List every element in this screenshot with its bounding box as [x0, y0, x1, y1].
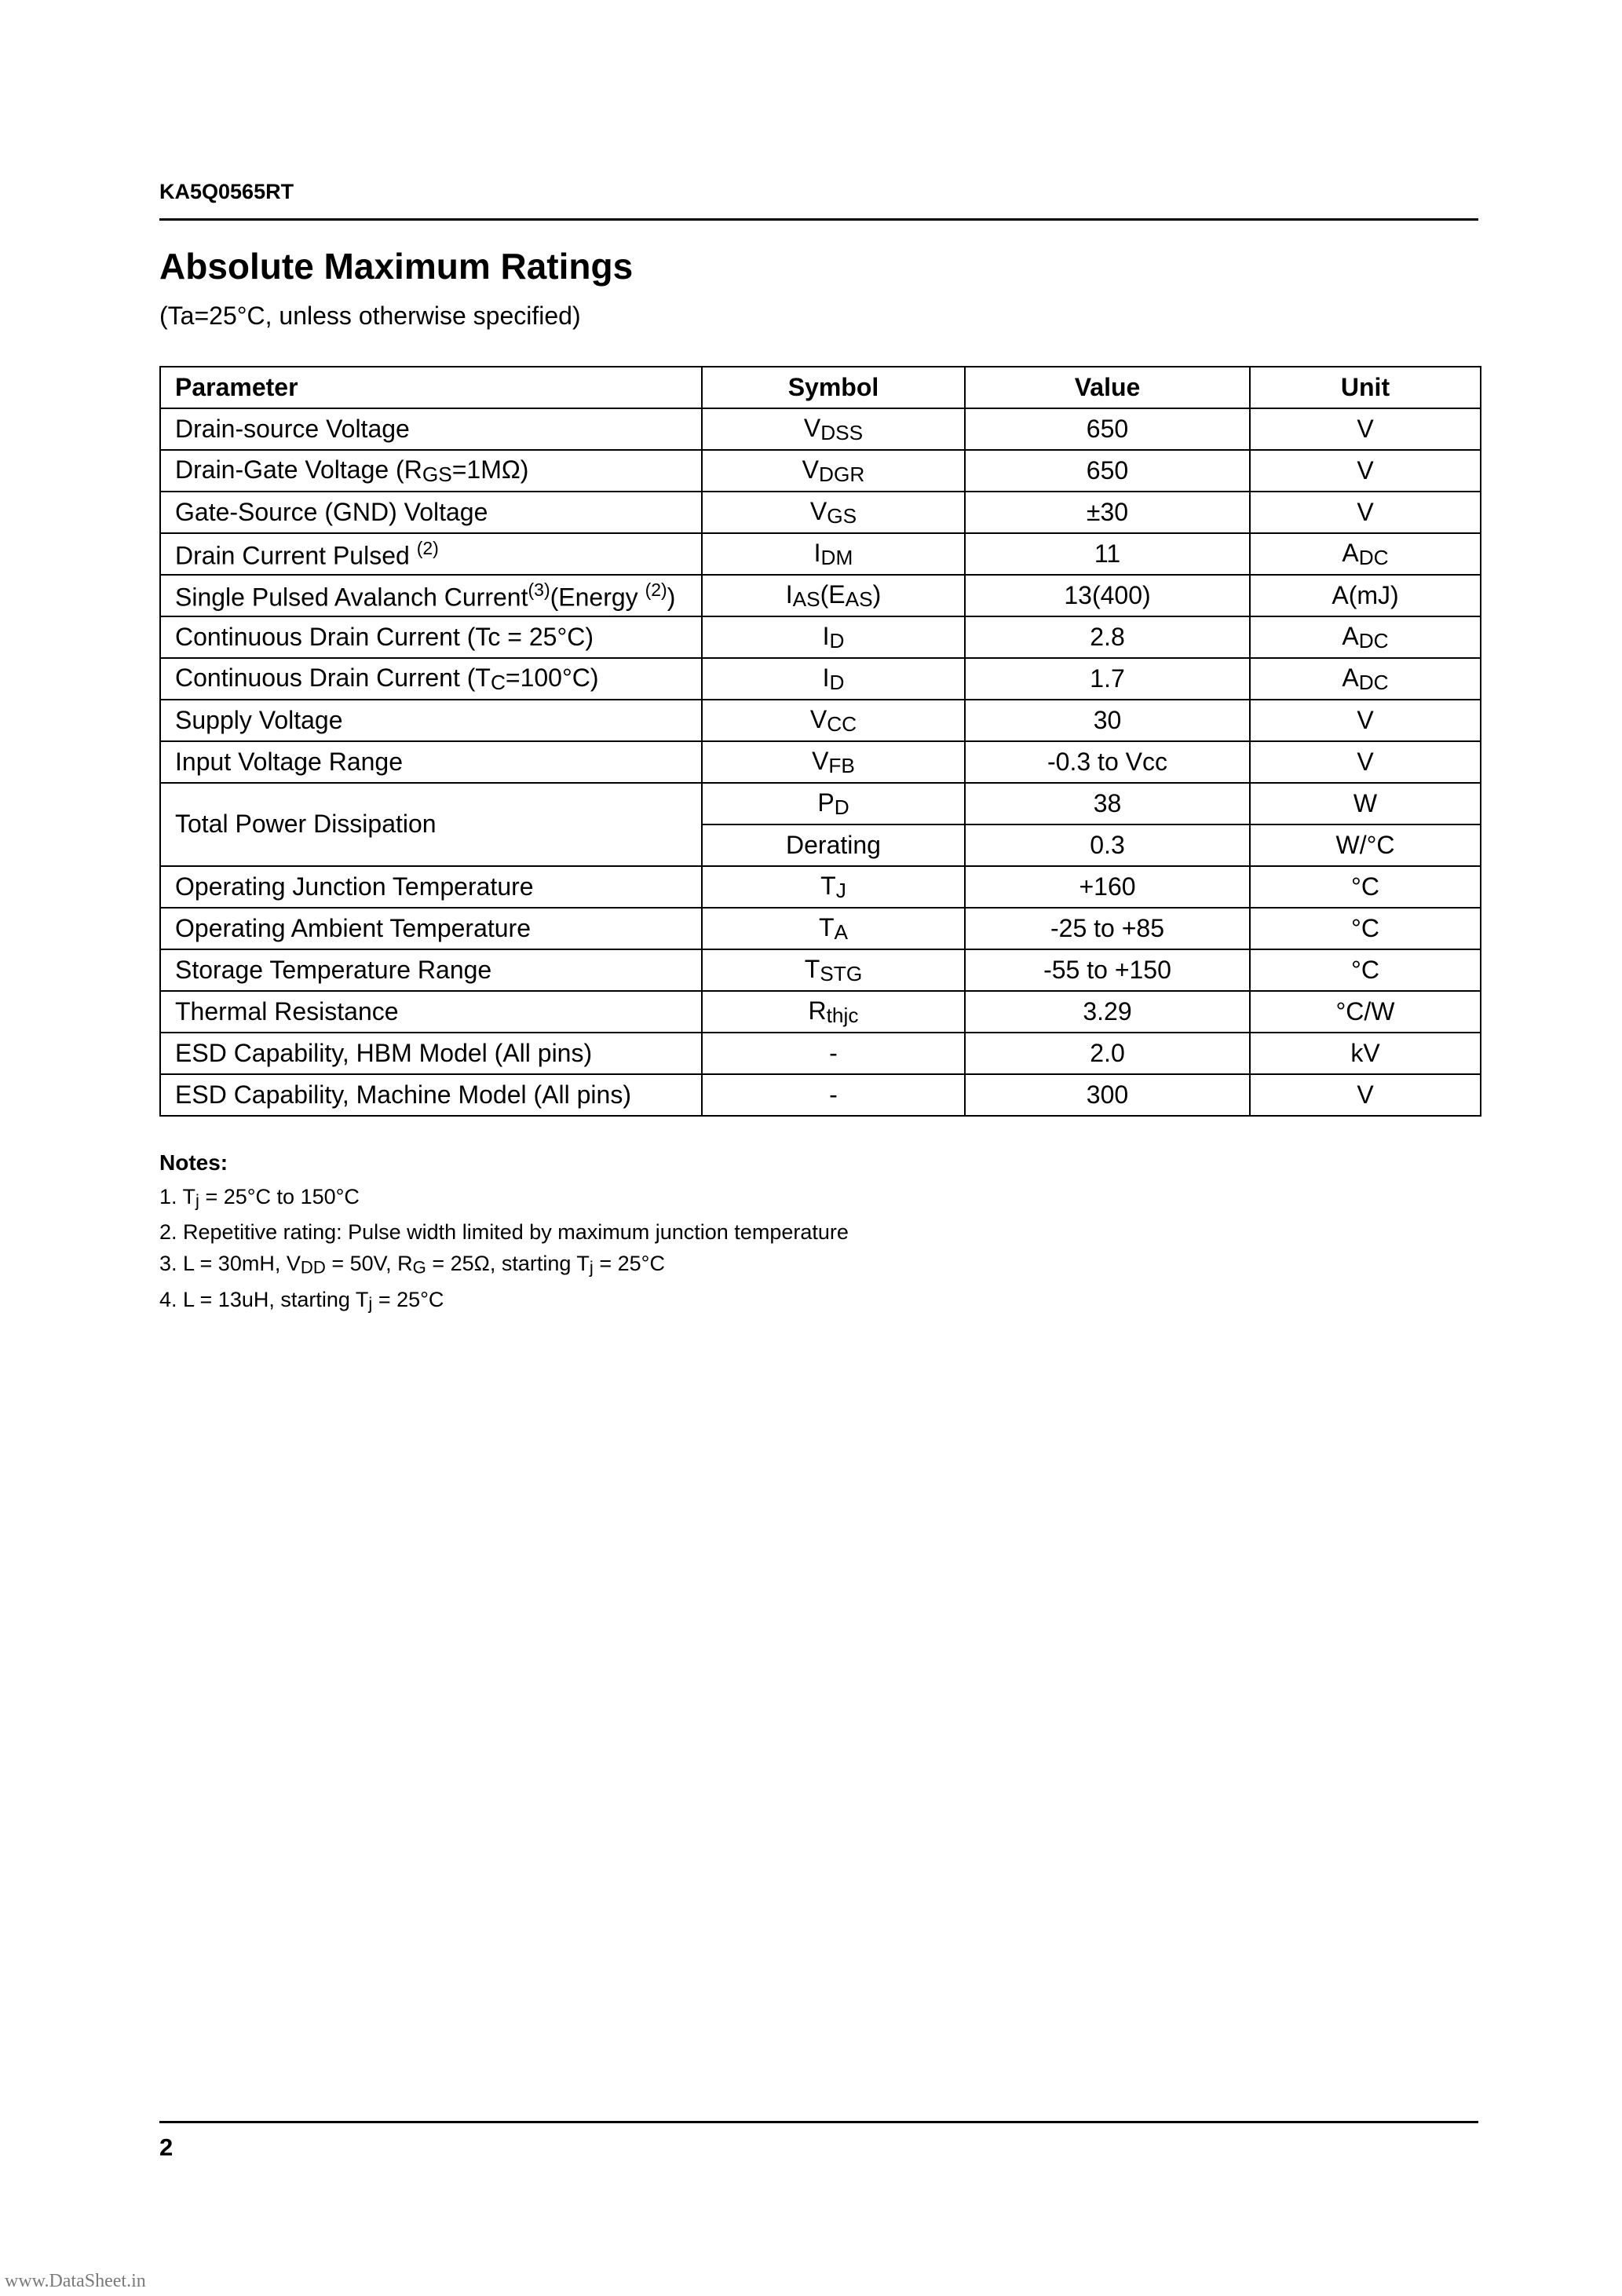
- subscript: D: [834, 795, 849, 819]
- text-segment: = 25°C: [593, 1252, 665, 1276]
- cell-symbol: [702, 866, 965, 908]
- notes-list: [159, 1181, 849, 1319]
- note-item: [159, 1216, 849, 1248]
- text-segment: Continuous Drain Current (Tc = 25°C): [175, 622, 594, 651]
- table-row: [160, 533, 1481, 575]
- text-segment: °C: [1351, 872, 1379, 901]
- cell-parameter: [160, 908, 702, 949]
- text-segment: Total Power Dissipation: [175, 810, 437, 839]
- text-segment: Input Voltage Range: [175, 747, 404, 776]
- column-header-symbol: Symbol: [702, 367, 965, 408]
- text-segment: A: [1342, 538, 1359, 567]
- cell-unit: [1250, 700, 1481, 741]
- cell-unit: [1250, 492, 1481, 533]
- subscript: j: [368, 1292, 373, 1313]
- subscript: CC: [827, 711, 857, 736]
- cell-parameter: [160, 575, 702, 616]
- subscript: GS: [422, 462, 452, 486]
- text-segment: ): [872, 579, 882, 609]
- superscript: (2): [416, 537, 439, 558]
- cell-value: 2.8: [965, 616, 1250, 658]
- text-segment: T: [804, 954, 820, 983]
- text-segment: (E: [820, 579, 846, 609]
- header-divider: [159, 218, 1478, 221]
- text-segment: Operating Ambient Temperature: [175, 913, 531, 942]
- text-segment: kV: [1350, 1038, 1380, 1067]
- text-segment: -: [829, 1080, 838, 1109]
- text-segment: I: [813, 538, 821, 567]
- column-header-unit: Unit: [1250, 367, 1481, 408]
- text-segment: Gate-Source (GND) Voltage: [175, 497, 488, 526]
- text-segment: = 50V, R: [325, 1252, 413, 1276]
- cell-parameter: [160, 616, 702, 658]
- subscript: AS: [845, 587, 873, 611]
- cell-parameter: [160, 658, 702, 700]
- text-segment: ): [667, 583, 676, 612]
- cell-parameter: [160, 408, 702, 450]
- text-segment: V: [1357, 1080, 1374, 1109]
- text-segment: T: [820, 871, 836, 900]
- text-segment: 2. Repetitive rating: Pulse width limited by maximum junction temperature: [159, 1220, 849, 1245]
- table-body: [160, 408, 1481, 1116]
- subscript: GS: [827, 503, 857, 528]
- subscript: DD: [300, 1257, 326, 1278]
- cell-parameter: [160, 700, 702, 741]
- text-segment: Supply Voltage: [175, 705, 343, 734]
- table-row: [160, 616, 1481, 658]
- cell-parameter: [160, 1074, 702, 1116]
- cell-symbol: [702, 824, 965, 866]
- cell-symbol: [702, 492, 965, 533]
- subscript: A: [834, 919, 849, 944]
- text-segment: = 25°C: [372, 1287, 444, 1311]
- cell-unit: [1250, 616, 1481, 658]
- text-segment: (Energy: [550, 583, 645, 612]
- text-segment: V: [1357, 455, 1374, 484]
- text-segment: = 25Ω, starting T: [426, 1252, 590, 1276]
- table-row: [160, 783, 1481, 824]
- cell-unit: [1250, 1033, 1481, 1074]
- cell-value: 0.3: [965, 824, 1250, 866]
- cell-parameter: [160, 533, 702, 575]
- text-segment: °C/W: [1335, 996, 1395, 1026]
- table-row: [160, 408, 1481, 450]
- cell-parameter: [160, 492, 702, 533]
- text-segment: =1MΩ): [451, 455, 529, 484]
- text-segment: -: [829, 1038, 838, 1067]
- cell-unit: [1250, 1074, 1481, 1116]
- table-row: [160, 658, 1481, 700]
- text-segment: I: [822, 663, 830, 692]
- cell-unit: [1250, 949, 1481, 991]
- subscript: j: [195, 1190, 199, 1211]
- superscript: (3): [528, 579, 550, 600]
- subscript: D: [829, 628, 845, 653]
- subscript: DC: [1358, 670, 1389, 694]
- text-segment: Single Pulsed Avalanch Current: [175, 583, 528, 612]
- subscript: J: [835, 878, 846, 902]
- cell-value: 3.29: [965, 991, 1250, 1033]
- text-segment: Operating Junction Temperature: [175, 872, 534, 901]
- subscript: DGR: [819, 462, 865, 486]
- cell-symbol: [702, 575, 965, 616]
- text-segment: V: [803, 413, 821, 442]
- cell-unit: [1250, 575, 1481, 616]
- table-row: [160, 575, 1481, 616]
- text-segment: = 25°C to 150°C: [199, 1185, 360, 1208]
- page-number: 2: [159, 2133, 174, 2161]
- table-row: [160, 741, 1481, 783]
- text-segment: V: [1357, 705, 1374, 734]
- subscript: D: [829, 670, 845, 694]
- cell-parameter: [160, 450, 702, 492]
- text-segment: V: [809, 704, 827, 733]
- table-row: [160, 866, 1481, 908]
- cell-parameter: [160, 991, 702, 1033]
- cell-symbol: [702, 700, 965, 741]
- text-segment: Drain-Gate Voltage (R: [175, 455, 422, 484]
- cell-parameter: [160, 741, 702, 783]
- table-header-row: [160, 367, 1481, 408]
- text-segment: ESD Capability, HBM Model (All pins): [175, 1038, 593, 1067]
- note-item: [159, 1248, 849, 1283]
- cell-unit: [1250, 450, 1481, 492]
- table-row: [160, 991, 1481, 1033]
- table-row: [160, 1033, 1481, 1074]
- text-segment: I: [822, 621, 830, 650]
- cell-unit: [1250, 533, 1481, 575]
- cell-value: 650: [965, 450, 1250, 492]
- cell-unit: [1250, 783, 1481, 824]
- text-segment: A: [1342, 621, 1359, 650]
- subscript: G: [412, 1257, 426, 1278]
- cell-value: -25 to +85: [965, 908, 1250, 949]
- text-segment: Derating: [786, 830, 881, 859]
- cell-symbol: [702, 949, 965, 991]
- cell-value: 38: [965, 783, 1250, 824]
- text-segment: A(mJ): [1332, 580, 1399, 609]
- cell-symbol: [702, 533, 965, 575]
- cell-value: 30: [965, 700, 1250, 741]
- table-row: [160, 949, 1481, 991]
- cell-parameter: [160, 866, 702, 908]
- text-segment: Thermal Resistance: [175, 996, 399, 1026]
- cell-symbol: [702, 450, 965, 492]
- text-segment: R: [808, 996, 827, 1025]
- text-segment: V: [802, 455, 820, 484]
- cell-symbol: [702, 1033, 965, 1074]
- text-segment: 1. T: [159, 1185, 196, 1208]
- subscript: C: [490, 670, 506, 694]
- text-segment: Continuous Drain Current (T: [175, 663, 491, 692]
- cell-unit: [1250, 824, 1481, 866]
- text-segment: Storage Temperature Range: [175, 955, 492, 984]
- subscript: thjc: [826, 1003, 859, 1027]
- subscript: STG: [820, 961, 863, 985]
- table-row: [160, 908, 1481, 949]
- cell-value: ±30: [965, 492, 1250, 533]
- text-segment: °C: [1351, 955, 1379, 984]
- cell-parameter: [160, 783, 702, 866]
- table-row: [160, 1074, 1481, 1116]
- subscript: FB: [828, 753, 855, 777]
- subscript: j: [589, 1257, 594, 1278]
- text-segment: Drain-source Voltage: [175, 414, 410, 443]
- cell-value: +160: [965, 866, 1250, 908]
- column-header-value: Value: [965, 367, 1250, 408]
- cell-symbol: [702, 658, 965, 700]
- text-segment: ESD Capability, Machine Model (All pins): [175, 1080, 631, 1109]
- subscript: DC: [1358, 545, 1389, 569]
- text-segment: W/°C: [1335, 830, 1395, 859]
- cell-value: 1.7: [965, 658, 1250, 700]
- cell-unit: [1250, 658, 1481, 700]
- cell-value: 13(400): [965, 575, 1250, 616]
- cell-symbol: [702, 1074, 965, 1116]
- text-segment: I: [785, 579, 793, 609]
- absolute-maximum-ratings-table: [159, 366, 1481, 1117]
- table-row: [160, 700, 1481, 741]
- text-segment: V: [809, 496, 827, 525]
- page-title: Absolute Maximum Ratings: [159, 246, 634, 287]
- cell-value: 2.0: [965, 1033, 1250, 1074]
- text-segment: 3. L = 30mH, V: [159, 1252, 301, 1276]
- text-segment: T: [818, 912, 835, 941]
- text-segment: °C: [1351, 913, 1379, 942]
- text-segment: V: [812, 746, 829, 775]
- cell-parameter: [160, 1033, 702, 1074]
- cell-symbol: [702, 408, 965, 450]
- cell-parameter: [160, 949, 702, 991]
- cell-symbol: [702, 616, 965, 658]
- part-number-header: KA5Q0565RT: [159, 180, 294, 203]
- page-subtitle: (Ta=25°C, unless otherwise specified): [159, 302, 581, 330]
- note-item: [159, 1284, 849, 1319]
- cell-symbol: [702, 991, 965, 1033]
- cell-value: -0.3 to Vcc: [965, 741, 1250, 783]
- subscript: DSS: [820, 420, 864, 444]
- superscript: (2): [645, 579, 667, 600]
- cell-symbol: [702, 783, 965, 824]
- text-segment: V: [1357, 747, 1374, 776]
- cell-value: 650: [965, 408, 1250, 450]
- text-segment: A: [1342, 663, 1359, 692]
- watermark: www.DataSheet.in: [5, 2271, 146, 2291]
- text-segment: 4. L = 13uH, starting T: [159, 1287, 369, 1311]
- cell-unit: [1250, 991, 1481, 1033]
- cell-value: 300: [965, 1074, 1250, 1116]
- cell-symbol: [702, 908, 965, 949]
- cell-unit: [1250, 408, 1481, 450]
- footer-divider: [159, 2121, 1478, 2123]
- text-segment: V: [1357, 497, 1374, 526]
- notes-heading: Notes:: [159, 1150, 228, 1175]
- table-row: [160, 492, 1481, 533]
- cell-unit: [1250, 908, 1481, 949]
- cell-unit: [1250, 866, 1481, 908]
- text-segment: Drain Current Pulsed: [175, 541, 417, 570]
- cell-symbol: [702, 741, 965, 783]
- note-item: [159, 1181, 849, 1216]
- cell-value: 11: [965, 533, 1250, 575]
- cell-value: -55 to +150: [965, 949, 1250, 991]
- text-segment: W: [1353, 788, 1378, 817]
- table-row: [160, 450, 1481, 492]
- text-segment: V: [1357, 414, 1374, 443]
- subscript: DM: [820, 545, 853, 569]
- cell-unit: [1250, 741, 1481, 783]
- text-segment: P: [817, 788, 835, 817]
- text-segment: =100°C): [505, 663, 599, 692]
- subscript: DC: [1358, 628, 1389, 653]
- subscript: AS: [792, 587, 820, 611]
- column-header-parameter: Parameter: [160, 367, 702, 408]
